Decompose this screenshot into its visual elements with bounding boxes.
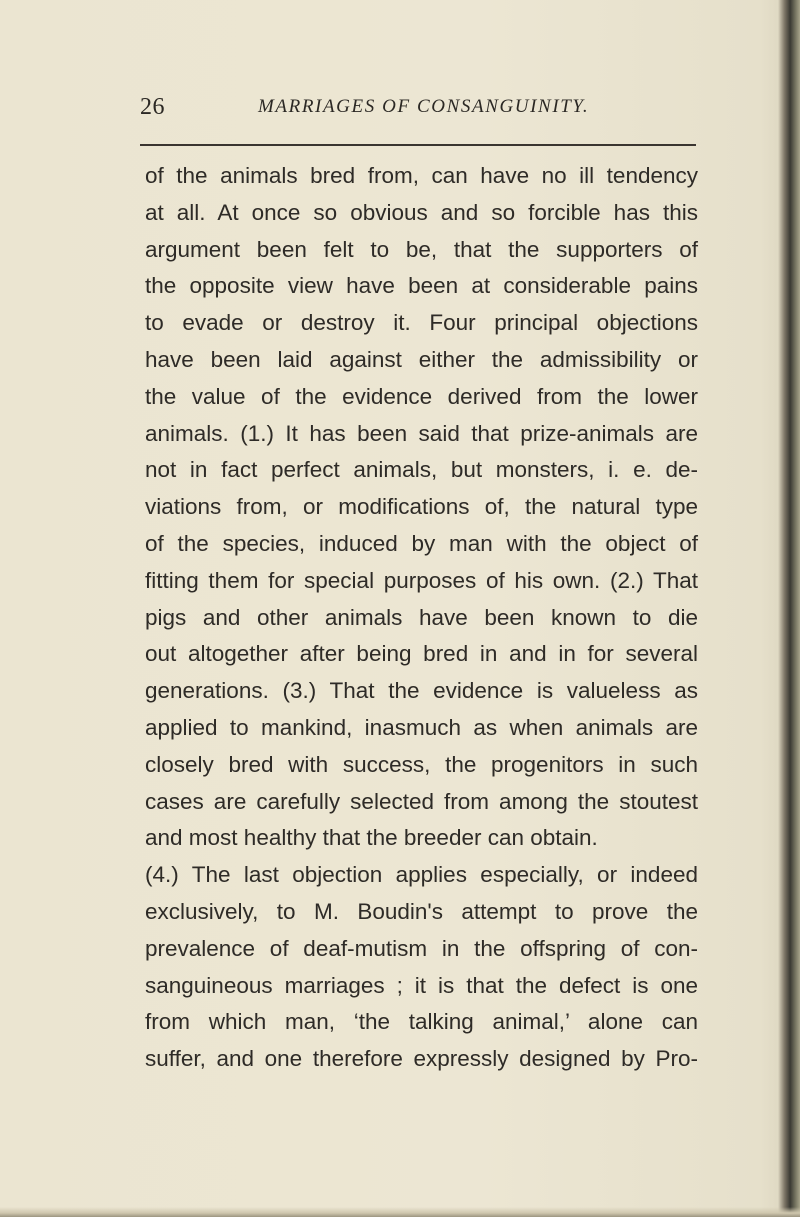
- page-edge-shadow: [778, 0, 800, 1217]
- running-title: MARRIAGES OF CONSANGUINITY.: [258, 96, 590, 117]
- text-line: exclusively, to M. Boudin's attempt to prove the: [145, 898, 698, 924]
- text-line: of the animals bred from, can have no ill tendency: [145, 163, 698, 188]
- page-bottom-edge: [0, 1207, 800, 1217]
- text-line: argument been felt to be, that the supporters of: [145, 236, 698, 262]
- text-line: at all. At once so obvious and so forcible has this: [145, 199, 698, 225]
- text-line: to evade or destroy it. Four principal objections: [145, 310, 698, 336]
- text-line: fitting them for special purposes of his own. (2.) That: [145, 567, 698, 593]
- text-line: (4.) The last objection applies especially, or indeed: [145, 862, 698, 888]
- text-line: have been laid against either the admissibility or: [145, 346, 698, 372]
- page-header: [140, 94, 700, 128]
- page-number: 26: [140, 94, 165, 120]
- text-line: and most healthy that the breeder can obtain.: [145, 825, 598, 851]
- text-line: cases are carefully selected from among the stoutest: [145, 788, 698, 814]
- text-line: generations. (3.) That the evidence is valueless as: [145, 678, 698, 704]
- body-text: [145, 158, 698, 1078]
- text-line: suffer, and one therefore expressly designed by Pro-: [145, 1046, 698, 1072]
- text-line: the opposite view have been at considerable pains: [145, 273, 698, 299]
- text-line: viations from, or modifications of, the natural type: [145, 494, 698, 520]
- text-line: the value of the evidence derived from the lower: [145, 383, 698, 409]
- text-line: applied to mankind, inasmuch as when animals are: [145, 714, 698, 740]
- text-line: pigs and other animals have been known to die: [145, 604, 698, 630]
- text-line: from which man, ‘the talking animal,’ alone can: [145, 1009, 698, 1035]
- header-rule: [140, 144, 696, 146]
- text-line: out altogether after being bred in and in for several: [145, 641, 698, 667]
- text-line: not in fact perfect animals, but monsters, i. e. de-: [145, 457, 698, 483]
- text-line: closely bred with success, the progenitors in such: [145, 751, 698, 777]
- text-line: sanguineous marriages ; it is that the defect is one: [145, 972, 698, 998]
- text-line: of the species, induced by man with the object of: [145, 530, 698, 556]
- text-line: animals. (1.) It has been said that prize-animals are: [145, 420, 698, 446]
- text-line: prevalence of deaf-mutism in the offspring of con-: [145, 935, 698, 961]
